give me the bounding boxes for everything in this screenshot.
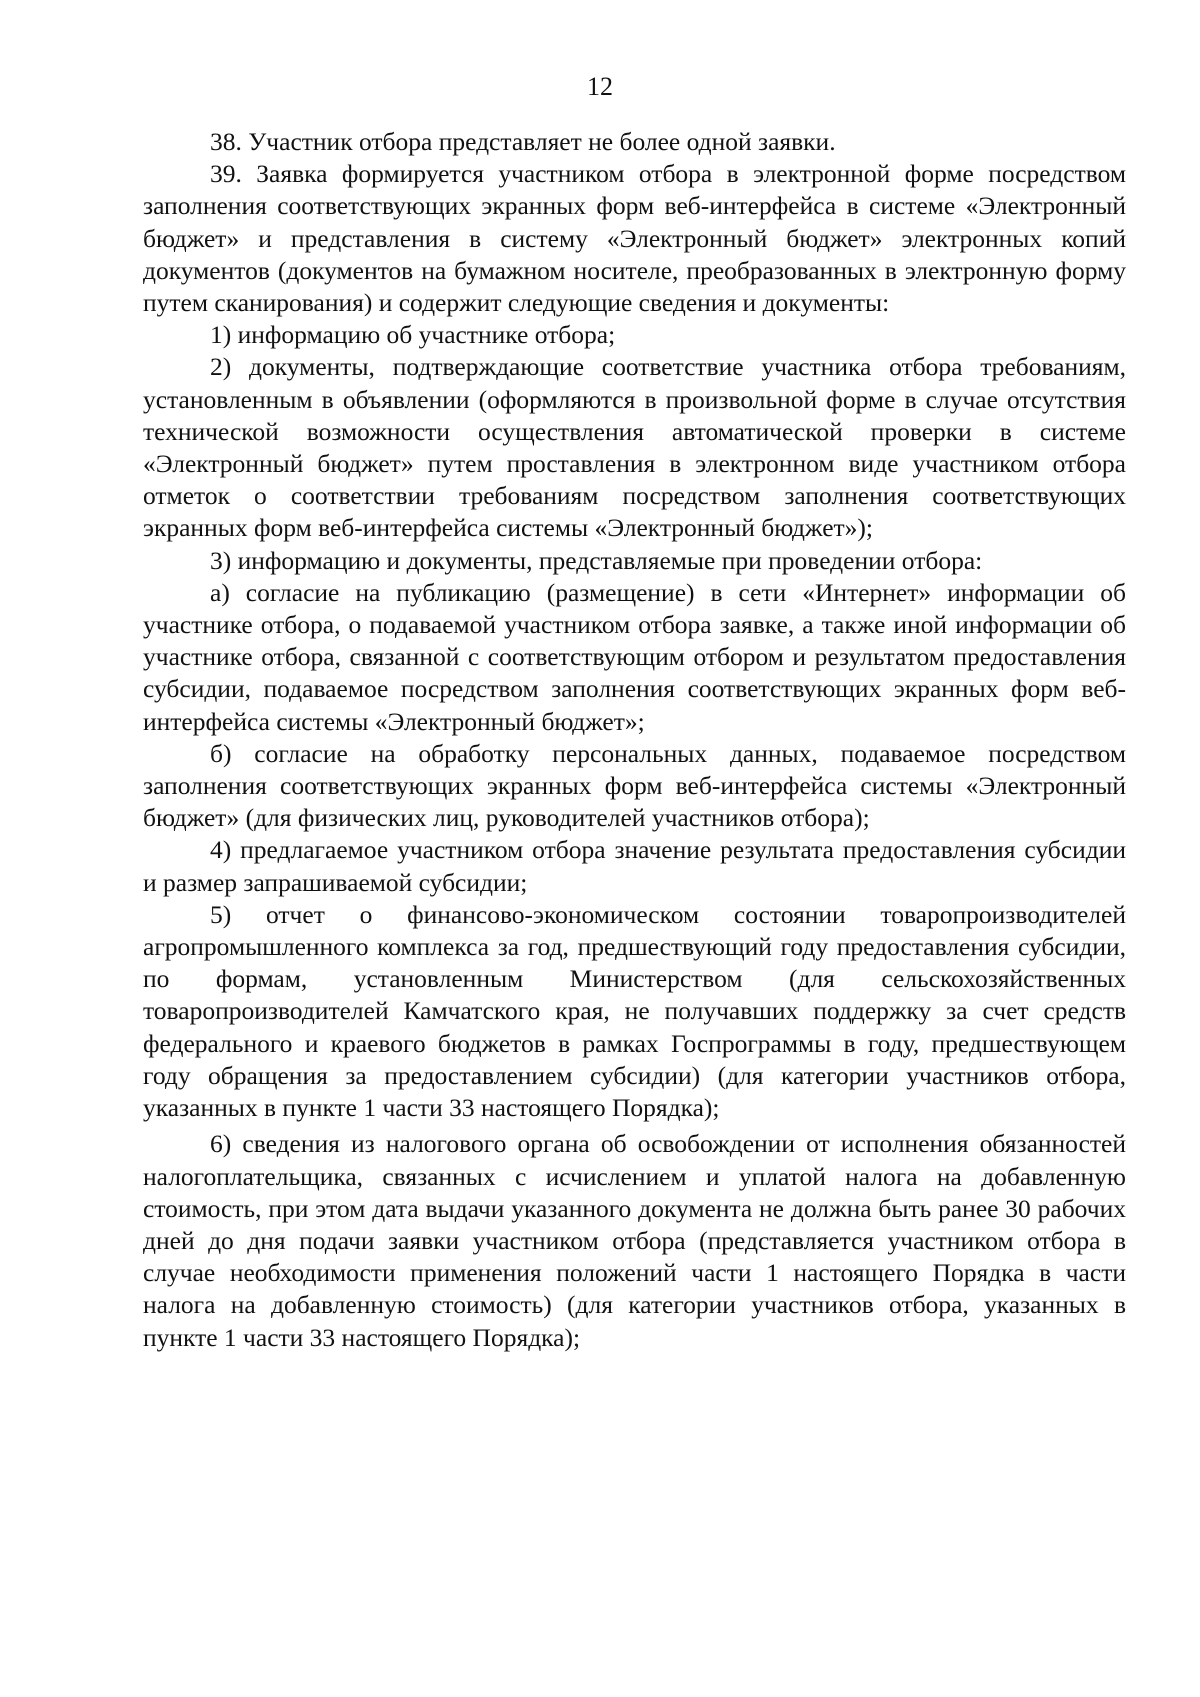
list-item-6: 6) сведения из налогового органа об освобождении от исполнения обязанностей налогоплательщика, связанных с исчислением и уплатой налога на добавленную стоимость, при этом дата выдачи указанного документа не должна быть ранее 30 рабочих дней до дня подачи заявки участником отбора (представляется участником отбора в случае необходимости применения положений части 1 настоящего Порядка в части налога на добавленную стоимость) (для категории участников отбора, указанных в пункте 1 части 33 настоящего Порядка);: [143, 1129, 1126, 1352]
list-item-1: 1) информацию об участнике отбора;: [210, 320, 616, 350]
sub-item-a: а) согласие на публикацию (размещение) в сети «Интернет» информации об участнике отбора, о подаваемой участником отбора заявке, а также иной информации об участнике отбора, связанной с соответствующим отбором и результатом предоставления субсидии, подаваемое посредством заполнения соответствующих экранных форм веб-интерфейса системы «Электронный бюджет»;: [143, 577, 1126, 736]
list-item-3: 3) информацию и документы, представляемые при проведении отбора:: [210, 545, 983, 575]
list-item-5: 5) отчет о финансово-экономическом состоянии товаропроизводителей агропромышленного комплекса за год, предшествующий году предоставления субсидии, по формам, установленным Министерством (для сельскохозяйственных товаропроизводителей Камчатского края, не получавших поддержку за счет средств федерального и краевого бюджетов в рамках Госпрограммы в году, предшествующем году обращения за предоставлением субсидии) (для категории участников отбора, указанных в пункте 1 части 33 настоящего Порядка);: [143, 899, 1126, 1123]
paragraph-38: 38. Участник отбора представляет не более одной заявки.: [210, 127, 836, 156]
document-body: [143, 126, 1126, 1354]
page-number: 12: [587, 72, 613, 101]
sub-item-b: б) согласие на обработку персональных данных, подаваемое посредством заполнения соответствующих экранных форм веб-интерфейса системы «Электронный бюджет» (для физических лиц, руководителей участников отбора);: [143, 738, 1126, 833]
list-item-4: 4) предлагаемое участником отбора значение результата предоставления субсидии и размер запрашиваемой субсидии;: [143, 835, 1126, 897]
paragraph-39: 39. Заявка формируется участником отбора в электронной форме посредством заполнения соответствующих экранных форм веб-интерфейса в системе «Электронный бюджет» и представления в систему «Электронный бюджет» электронных копий документов (документов на бумажном носителе, преобразованных в электронную форму путем сканирования) и содержит следующие сведения и документы:: [143, 159, 1126, 318]
list-item-2: 2) документы, подтверждающие соответствие участника отбора требованиям, установленным в объявлении (оформляются в произвольной форме в случае отсутствия технической возможности осуществления автоматической проверки в системе «Электронный бюджет» путем проставления в электронном виде участником отбора отметок о соответствии требованиям посредством заполнения соответствующих экранных форм веб-интерфейса системы «Электронный бюджет»);: [143, 352, 1126, 543]
